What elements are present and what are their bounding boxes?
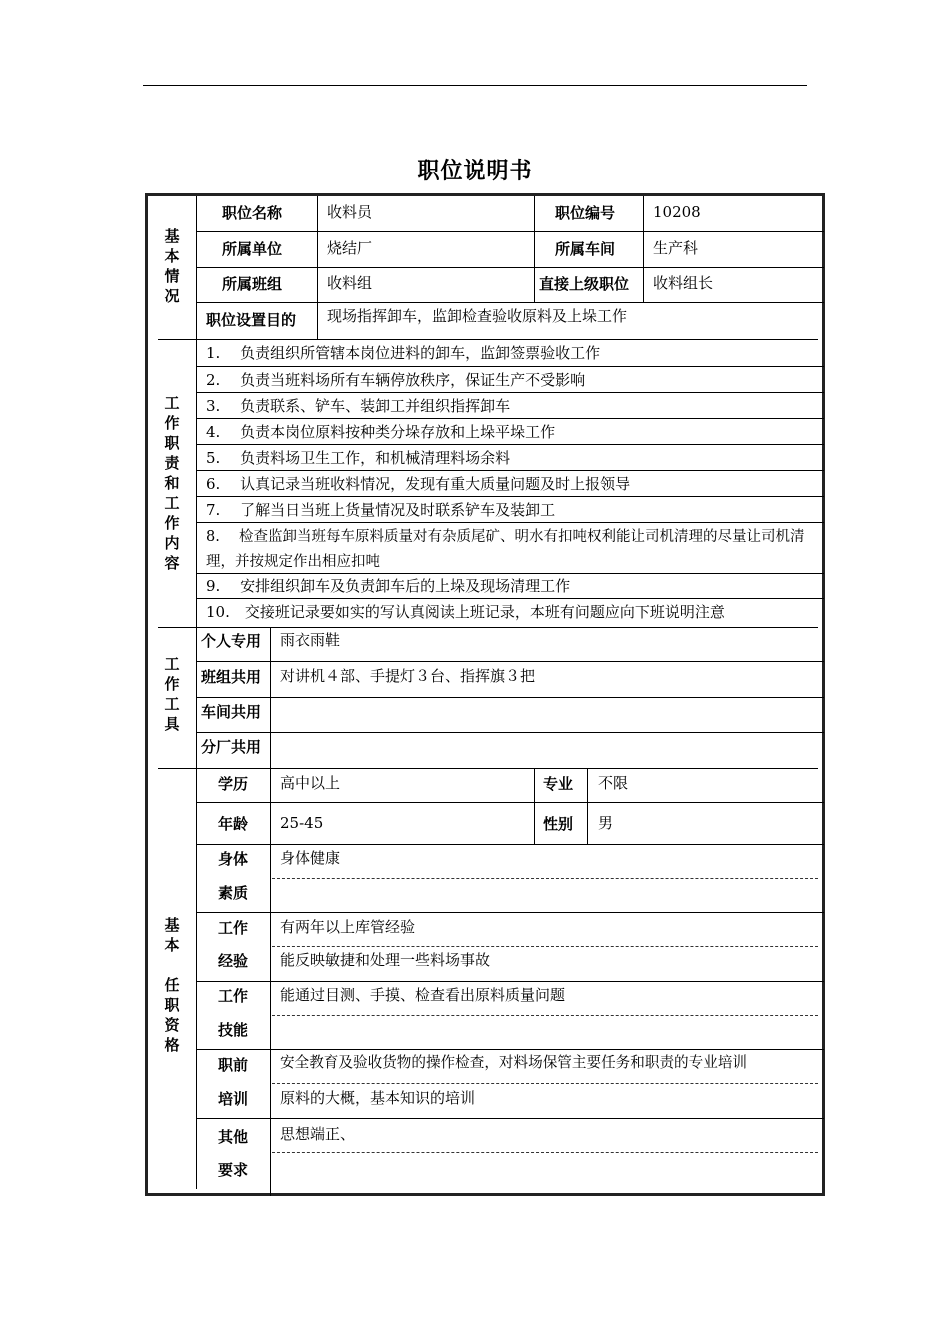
section-divider: [196, 196, 197, 1189]
section-label-qualification: 基 本 任 职 资 格: [164, 916, 180, 1054]
duty-item: 10. 交接班记录要如实的写认真阅读上班记录，本班有问题应向下班说明注意: [206, 603, 725, 621]
col-line: [270, 768, 271, 1196]
skill-label: 工作: [218, 987, 249, 1005]
gender-value: 男: [598, 814, 614, 832]
row-line: [196, 661, 824, 662]
row-line: [196, 366, 824, 367]
train-label-2: 培训: [218, 1090, 249, 1108]
other-label: 其他: [218, 1128, 249, 1146]
row-line: [196, 844, 824, 845]
section-separator: [158, 627, 818, 628]
duty-item: 6. 认真记录当班收料情况，发现有重大质量问题及时上报领导: [206, 475, 631, 493]
col-line: [317, 196, 318, 339]
row-line: [196, 598, 824, 599]
tool-value-team: 对讲机４部、手提灯３台、指挥旗３把: [280, 667, 536, 685]
team-value: 收料组: [327, 274, 373, 292]
purpose-value: 现场指挥卸车，监卸检查验收原料及上垛工作: [327, 307, 628, 325]
duty-item: 8. 检查监卸当班每车原料质量对有杂质尾矿、明水有扣吨权利能让司机清理的尽量让司机清理，并按规定作出相应扣吨: [206, 529, 805, 570]
row-line: [196, 697, 824, 698]
header-rule: [143, 85, 807, 86]
col-line: [270, 627, 271, 768]
edu-value: 高中以上: [280, 774, 341, 792]
row-line: [196, 470, 824, 471]
page-title: 职位说明书: [417, 159, 533, 184]
section-label-duties: 工 作 职 责 和 工 作 内 容: [164, 394, 180, 572]
dashed-separator: [272, 946, 818, 947]
workshop-value: 生产科: [653, 239, 699, 257]
edu-label: 学历: [218, 775, 249, 793]
duty-item: 7. 了解当日当班上货量情况及时联系铲车及装卸工: [206, 501, 556, 519]
job-name-value: 收料员: [327, 203, 373, 221]
job-name-label: 职位名称: [222, 204, 283, 222]
duty-item: 3. 负责联系、铲车、装卸工并组织指挥卸车: [206, 397, 511, 415]
row-line: [196, 418, 824, 419]
row-line: [196, 444, 824, 445]
row-line: [196, 522, 824, 523]
duty-item: 9. 安排组织卸车及负责卸车后的上垛及现场清理工作: [206, 577, 571, 595]
exp-value-2: 能反映敏捷和处理一些料场事故: [280, 951, 491, 969]
gender-label: 性别: [543, 815, 574, 833]
section-separator: [158, 339, 818, 340]
superior-label: 直接上级职位: [539, 275, 630, 293]
tool-value-personal: 雨衣雨鞋: [280, 631, 341, 649]
col-line: [534, 768, 535, 844]
row-line: [196, 392, 824, 393]
row-line: [196, 1118, 824, 1119]
duty-item: 1. 负责组织所管辖本岗位进料的卸车，监卸签票验收工作: [206, 344, 601, 362]
row-line: [196, 732, 824, 733]
section-label-basic: 基 本 情 况: [164, 227, 180, 305]
dashed-separator: [272, 1083, 818, 1084]
row-line: [196, 802, 824, 803]
duty-item: 4. 负责本岗位原料按种类分垛存放和上垛平垛工作: [206, 423, 556, 441]
train-value-2: 原料的大概，基本知识的培训: [280, 1089, 476, 1107]
age-value: 25-45: [280, 814, 324, 832]
row-line: [196, 912, 824, 913]
body-label: 身体: [218, 850, 249, 868]
dashed-separator: [272, 1152, 818, 1153]
body-value: 身体健康: [280, 849, 341, 867]
skill-value: 能通过目测、手摸、检查看出原料质量问题: [280, 986, 566, 1004]
other-value: 思想端正、: [280, 1125, 356, 1143]
row-line: [196, 496, 824, 497]
exp-label-2: 经验: [218, 952, 249, 970]
section-separator: [158, 768, 818, 769]
row-line: [196, 981, 824, 982]
tool-label-workshop: 车间共用: [201, 703, 262, 721]
row-line: [196, 231, 824, 232]
dashed-separator: [272, 1015, 818, 1016]
purpose-label: 职位设置目的: [206, 311, 297, 329]
row-line: [196, 267, 824, 268]
row-line: [196, 302, 824, 303]
other-label-2: 要求: [218, 1161, 249, 1179]
row-line: [196, 1049, 824, 1050]
skill-label-2: 技能: [218, 1021, 249, 1039]
dashed-separator: [272, 878, 818, 879]
exp-label: 工作: [218, 919, 249, 937]
job-no-label: 职位编号: [555, 204, 616, 222]
duty-item: 2. 负责当班料场所有车辆停放秩序，保证生产不受影响: [206, 371, 586, 389]
exp-value: 有两年以上库管经验: [280, 918, 416, 936]
age-label: 年龄: [218, 815, 249, 833]
workshop-label: 所属车间: [555, 240, 616, 258]
col-line: [534, 196, 535, 302]
train-label: 职前: [218, 1056, 249, 1074]
tool-label-plant: 分厂共用: [201, 738, 262, 756]
train-value: 安全教育及验收货物的操作检查，对料场保管主要任务和职责的专业培训: [280, 1054, 748, 1071]
major-label: 专业: [543, 775, 574, 793]
body-label-2: 素质: [218, 884, 249, 902]
unit-value: 烧结厂: [327, 239, 373, 257]
duty-item: 5. 负责料场卫生工作，和机械清理料场余料: [206, 449, 511, 467]
tool-label-team: 班组共用: [201, 668, 262, 686]
tool-label-personal: 个人专用: [201, 632, 262, 650]
team-label: 所属班组: [222, 275, 283, 293]
section-label-tools: 工 作 工 具: [164, 655, 180, 733]
unit-label: 所属单位: [222, 240, 283, 258]
job-no-value: 10208: [653, 203, 701, 221]
major-value: 不限: [598, 774, 629, 792]
superior-value: 收料组长: [653, 274, 714, 292]
col-line: [643, 196, 644, 302]
col-line: [587, 768, 588, 844]
